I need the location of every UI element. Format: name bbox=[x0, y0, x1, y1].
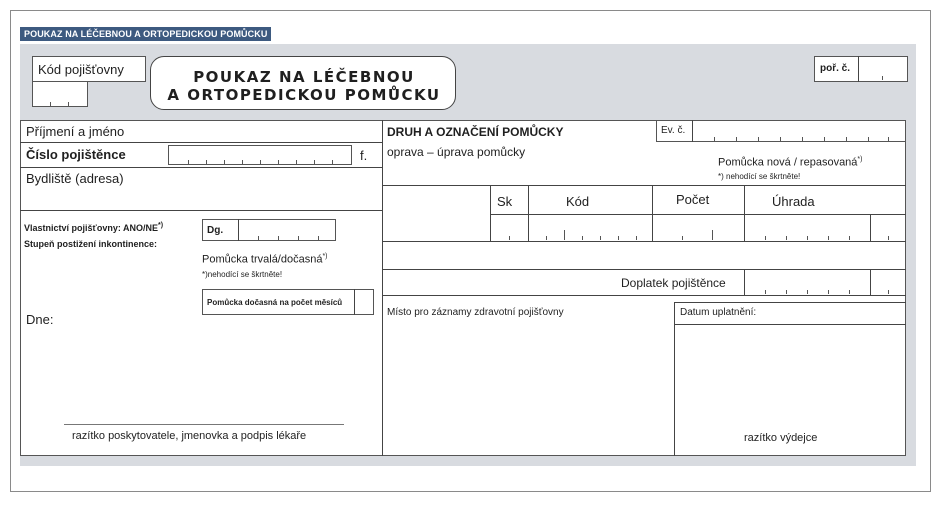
misto-zaznamy-label: Místo pro záznamy zdravotní pojišťovny bbox=[387, 307, 564, 318]
kod-pojistovny-label: Kód pojišťovny bbox=[38, 62, 124, 77]
kod-pojistovny-box bbox=[32, 56, 146, 82]
title-box bbox=[150, 56, 456, 110]
razitko-poskytovatele-label: razítko poskytovatele, jmenovka a podpis lékaře bbox=[72, 430, 307, 442]
prijmeni-label: Příjmení a jméno bbox=[26, 124, 125, 139]
prescription-form bbox=[20, 44, 916, 466]
por-c-field[interactable] bbox=[814, 56, 908, 82]
cislo-pojistence-label: Číslo pojištěnce bbox=[26, 147, 126, 162]
pomucka-trvala-label: Pomůcka trvalá/dočasná*) bbox=[202, 253, 328, 266]
dg-field[interactable] bbox=[202, 219, 336, 241]
datum-uplatneni-label: Datum uplatnění: bbox=[680, 307, 757, 318]
form-title-line1: POUKAZ NA LÉČEBNOU bbox=[193, 68, 415, 86]
por-c-label: poř. č. bbox=[820, 63, 851, 74]
form-body bbox=[20, 120, 906, 456]
oprava-label: oprava – úprava pomůcky bbox=[387, 145, 526, 159]
pomucka-nova-label: Pomůcka nová / repasovaná*) bbox=[718, 156, 863, 169]
druh-oznaceni-label: DRUH A OZNAČENÍ POMŮCKY bbox=[387, 125, 564, 139]
dg-label: Dg. bbox=[207, 225, 224, 236]
f-label: f. bbox=[360, 148, 368, 163]
dne-label: Dne: bbox=[26, 312, 54, 327]
form-title-line2: A ORTOPEDICKOU POMŮCKU bbox=[167, 86, 441, 104]
docasna-mesicu-label: Pomůcka dočasná na počet měsíců bbox=[207, 298, 343, 307]
bydliste-label: Bydliště (adresa) bbox=[26, 171, 124, 186]
col-uhrada: Úhrada bbox=[772, 194, 815, 209]
header-tag: POUKAZ NA LÉČEBNOU A ORTOPEDICKOU POMŮCKU bbox=[20, 27, 271, 41]
docasna-mesicu-field[interactable] bbox=[202, 289, 374, 315]
razitko-vydejce-label: razítko výdejce bbox=[744, 432, 818, 444]
kod-pojistovny-field[interactable] bbox=[32, 81, 88, 107]
col-pocet: Počet bbox=[676, 192, 710, 207]
nehodici-note-left: *)nehodící se škrtněte! bbox=[202, 270, 283, 279]
col-kod: Kód bbox=[566, 194, 590, 209]
vlastnictvi-label: Vlastnictví pojišťovny: ANO/NE*) bbox=[24, 222, 164, 233]
doplatek-label: Doplatek pojištěnce bbox=[621, 276, 726, 290]
nehodici-note-right: *) nehodící se škrtněte! bbox=[718, 172, 801, 181]
ev-c-label: Ev. č. bbox=[661, 125, 686, 136]
stupen-label: Stupeň postižení inkontinence: bbox=[24, 239, 158, 249]
col-sk: Sk bbox=[497, 194, 513, 209]
